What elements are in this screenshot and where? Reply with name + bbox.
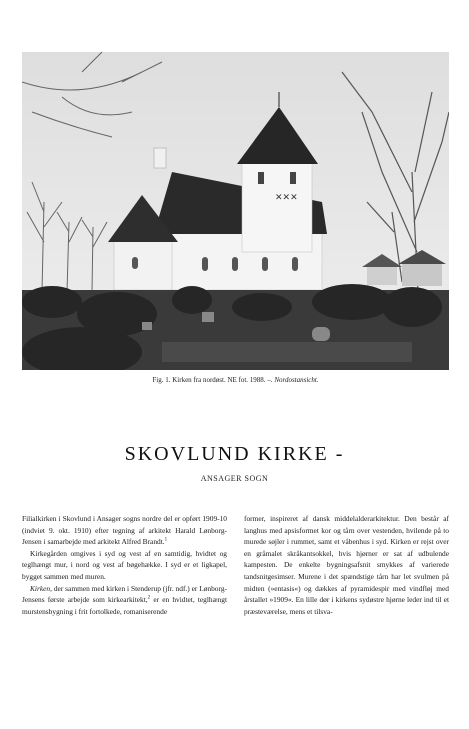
figure-caption <box>22 376 449 384</box>
caption-italic: Nordostansicht. <box>274 376 319 384</box>
page-title: SKOVLUND KIRKE - <box>124 443 345 465</box>
left-column <box>22 513 227 617</box>
church-photo-illustration <box>22 52 449 370</box>
svg-text:✕✕✕: ✕✕✕ <box>275 192 298 202</box>
paragraph-3 <box>22 583 227 618</box>
paragraph-3-italic: Kirken, <box>30 583 52 593</box>
paragraph-3-text-a: der sammen med kirken i Stenderup (jfr. ndf.) er Lønborg-Jensens første arbejde som kirkearkitekt, <box>22 583 227 605</box>
page-subtitle: ANSAGER SOGN <box>200 474 269 483</box>
right-column <box>244 513 449 617</box>
church-photo <box>22 52 449 370</box>
caption-text: Fig. 1. Kirken fra nordøst. NE fot. 1988. –. <box>152 376 275 384</box>
paragraph-3-text-b: er en hvidtet, teglhængt murstensbygning i frit fortolkede, romaniserende <box>22 595 227 616</box>
footnote-ref-2: 2 <box>147 595 151 601</box>
paragraph-1 <box>22 513 227 548</box>
footnote-ref-1: 1 <box>164 537 168 543</box>
paragraph-4: former, inspireret af dansk middelalderarkitektur. Den består af langhus med apsisformet kor og tårn over vestenden, hvilende på to murede søjler i rummet, samt et våbenhus i syd. Kirken er rejst over en gråmalet skråkantsokkel, hvis hjørner er sat af udbulende kampesten. De enkelte bygningsafsnit smykkes af varierede tandsnitgesimser. Murene i det spændstige tårn har let svulmen på midten (»entasis«) og dækkes af pyramidespir med vindfløj med årstallet »1909«. En lille dør i kirkens sydøstre hjørne leder ind til et præsteværelse, mens et tilsva- <box>244 514 449 616</box>
paragraph-1-text: Filialkirken i Skovlund i Ansager sogns nordre del er opført 1909-10 (indviet 9. okt. 1910) efter tegning af arkitekt Harald Lønborg-Jensen i samarbejde med arkitekt Alfred Brandt. <box>22 514 227 547</box>
paragraph-2: Kirkegården omgives i syd og vest af en samtidig, hvidtet og teglhængt mur, i nord og vest af bøgehække. I syd er et ligkapel, bygget sammen med muren. <box>22 548 227 581</box>
